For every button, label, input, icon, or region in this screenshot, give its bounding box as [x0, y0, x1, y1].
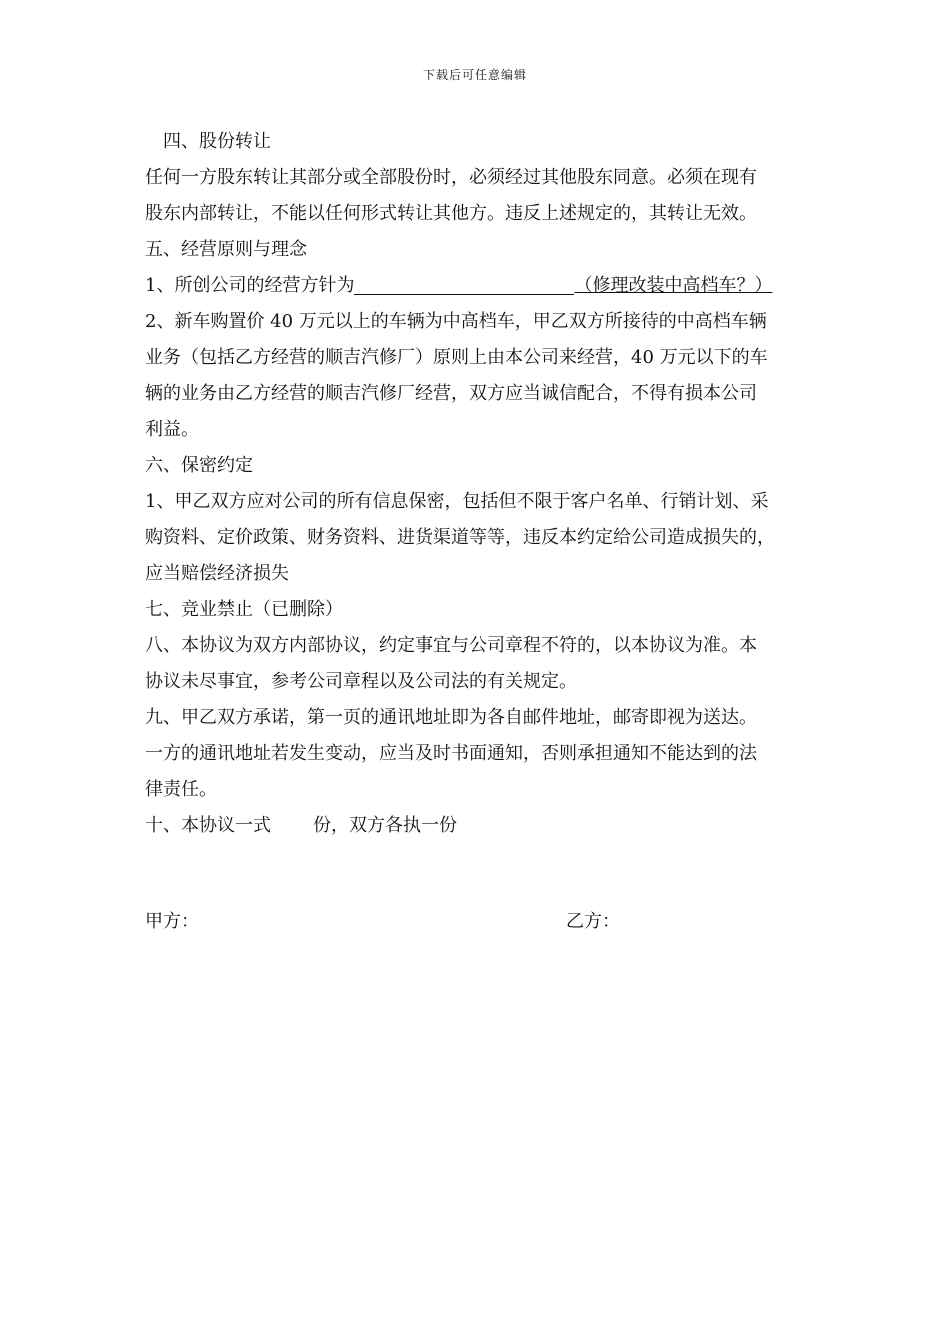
section-heading-business-principles: 五、经营原则与理念: [145, 239, 307, 260]
business-policy-fill: （修理改装中高档车？）: [574, 275, 773, 296]
business-policy-blank: [354, 274, 574, 295]
header-note: 下载后可任意编辑: [422, 68, 527, 82]
paragraph-line: 购资料、定价政策、财务资料、进货渠道等等，违反本约定给公司造成损失的，: [145, 527, 775, 548]
copies-clause: [145, 808, 820, 844]
paragraph-line: 八、本协议为双方内部协议，约定事宜与公司章程不符的，以本协议为准。本: [145, 635, 757, 656]
document-body: [145, 124, 820, 844]
paragraph-line: 一方的通讯地址若发生变动，应当及时书面通知，否则承担通知不能达到的法: [145, 743, 757, 764]
business-policy-label: 1、所创公司的经营方针为: [145, 275, 355, 296]
copies-suffix: 份，双方各执一份: [313, 815, 457, 836]
paragraph-line: 2、新车购置价 40 万元以上的车辆为中高档车，甲乙双方所接待的中高档车辆: [145, 311, 767, 332]
paragraph-line: 股东内部转让，不能以任何形式转让其他方。违反上述规定的，其转让无效。: [145, 203, 757, 224]
section-heading-non-compete: 七、竞业禁止（已删除）: [145, 599, 343, 620]
paragraph-line: 业务（包括乙方经营的顺吉汽修厂）原则上由本公司来经营，40 万元以下的车: [145, 347, 768, 368]
paragraph-line: 利益。: [145, 419, 199, 440]
copies-prefix: 十、本协议一式: [145, 815, 271, 836]
paragraph-line: 协议未尽事宜，参考公司章程以及公司法的有关规定。: [145, 671, 577, 692]
party-b-signature-label: 乙方：: [566, 911, 620, 932]
party-a-signature-label: 甲方：: [145, 911, 199, 932]
paragraph-line: 应当赔偿经济损失: [145, 563, 289, 584]
section-heading-share-transfer: 四、股份转让: [163, 131, 271, 152]
paragraph-line: 1、甲乙双方应对公司的所有信息保密，包括但不限于客户名单、行销计划、采: [145, 491, 769, 512]
paragraph-line: 九、甲乙双方承诺，第一页的通讯地址即为各自邮件地址，邮寄即视为送达。: [145, 707, 757, 728]
paragraph-line: 任何一方股东转让其部分或全部股份时，必须经过其他股东同意。必须在现有: [145, 167, 757, 188]
paragraph-line: 律责任。: [145, 779, 217, 800]
section-heading-confidentiality: 六、保密约定: [145, 455, 253, 476]
paragraph-line: 辆的业务由乙方经营的顺吉汽修厂经营，双方应当诚信配合，不得有损本公司: [145, 383, 757, 404]
business-policy-line: [145, 268, 820, 304]
